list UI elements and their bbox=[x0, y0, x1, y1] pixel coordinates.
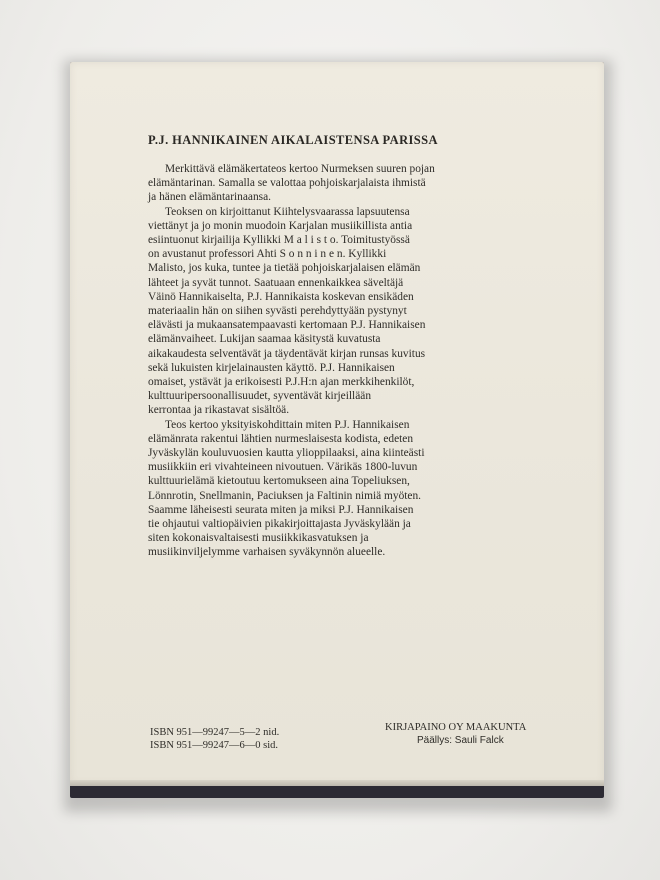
blurb-line: sekä lukuisten kirjelainausten käyttö. P.J. Hannikaisen bbox=[148, 361, 395, 374]
blurb-line: viettänyt ja jo monin muodoin Karjalan musiikillista antia bbox=[148, 219, 413, 232]
blurb-line: Merkittävä elämäkertateos kertoo Nurmeksen suuren pojan bbox=[165, 163, 435, 175]
blurb-line: kulttuurielämä kietoutuu kertomukseen aina Topeliuksen, bbox=[148, 475, 410, 488]
blurb-line: elämäntarinan. Samalla se valottaa pohjoiskarjalaista ihmistä bbox=[148, 177, 426, 190]
printer-block bbox=[385, 721, 526, 747]
blurb-text bbox=[148, 162, 528, 560]
jacket-bottom-edge bbox=[70, 780, 604, 786]
printer-name: KIRJAPAINO OY MAAKUNTA bbox=[385, 722, 527, 733]
blurb-line: kerrontaa ja rikastavat sisältöä. bbox=[148, 404, 290, 417]
blurb-line: Jyväskylän kouluvuosien kautta ylioppilaaksi, aina kiinteästi bbox=[148, 447, 425, 460]
blurb-line: kulttuuripersoonallisuudet, syventävät kirjeillään bbox=[148, 390, 372, 403]
blurb-line: Malisto, jos kuka, tuntee ja tietää pohjoiskarjalaisen elämän bbox=[148, 262, 421, 275]
blurb-line: musiikinviljelymme varhaisen syväkynnön alueelle. bbox=[148, 546, 386, 559]
blurb-line: lähteet ja syvät tunnot. Saatuaan ennenkaikkea säveltäjä bbox=[148, 276, 404, 289]
blurb-line: elävästi ja mukaansatempaavasti kertomaan P.J. Hannikaisen bbox=[148, 319, 426, 332]
blurb-line: elämänrata rakentui lähtien nurmeslaisesta kodista, edeten bbox=[148, 432, 414, 445]
isbn-line: ISBN 951—99247—6—0 sid. bbox=[150, 740, 279, 751]
blurb-line: aikakaudesta selventävät ja täydentävät kirjan runsas kuvitus bbox=[148, 347, 426, 360]
blurb-line: Saamme läheisesti seurata miten ja miksi P.J. Hannikaisen bbox=[148, 503, 414, 516]
blurb-line: Teos kertoo yksityiskohdittain miten P.J. Hannikaisen bbox=[165, 418, 410, 431]
blurb-line: omaiset, ystävät ja erikoisesti P.J.H:n ajan merkkihenkilöt, bbox=[148, 376, 415, 389]
blurb-line: Teoksen on kirjoittanut Kiihtelysvaarassa lapsuutensa bbox=[165, 205, 410, 218]
blurb-line: tie ohjautui valtiopäivien pikakirjoittajasta Jyväskylään ja bbox=[148, 518, 411, 531]
blurb-line: siten kokonaisvaltaisesti musiikkikasvatuksen ja bbox=[148, 532, 369, 545]
blurb-line: materiaalin hän on siihen syvästi perehdyttyään pystynyt bbox=[148, 305, 407, 318]
blurb-line: on avustanut professori Ahti S o n n i n e n. Kyllikki bbox=[148, 248, 387, 261]
blurb-line: Lönnrotin, Snellmanin, Paciuksen ja Faltinin nimiä myöten. bbox=[148, 489, 422, 502]
isbn-block bbox=[150, 726, 279, 752]
blurb-line: elämänvaiheet. Lukijan saamaa käsitystä kuvatusta bbox=[148, 333, 381, 346]
isbn-line: ISBN 951—99247—5—2 nid. bbox=[150, 727, 280, 738]
book-title: P.J. HANNIKAINEN AIKALAISTENSA PARISSA bbox=[148, 133, 438, 147]
blurb-line: ja hänen elämäntarinaansa. bbox=[148, 191, 272, 204]
blurb-line: Väinö Hannikaiselta, P.J. Hannikaista koskevan ensikäden bbox=[148, 290, 414, 303]
cover-credit: Päällys: Sauli Falck bbox=[417, 735, 504, 746]
blurb-line: esiintuonut kirjailija Kyllikki M a l i s t o. Toimitustyössä bbox=[148, 234, 410, 247]
blurb-line: musiikkiin eri vivahteineen nivoutuen. Värikäs 1800-luvun bbox=[148, 461, 418, 474]
